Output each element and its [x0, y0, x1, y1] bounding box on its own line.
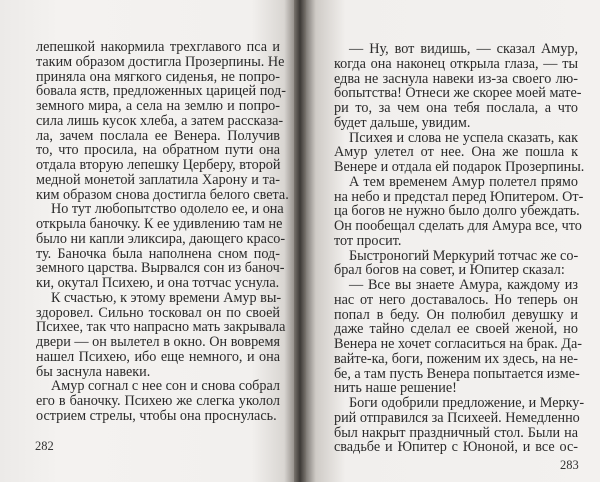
text-line: Амур согнал с нее сон и снова собрал — [51, 378, 280, 395]
text-line: Психея и слова не успела сказать, как — [349, 129, 578, 146]
text-line: нить наше решение! — [334, 380, 457, 397]
text-line: попал в беду. Он полюбил девушку и — [334, 306, 578, 323]
text-line: Амур улетел от нее. Она же пошла к — [334, 144, 578, 161]
text-line: ким образом снова достигла белого света. — [36, 186, 289, 203]
right-page — [304, 0, 600, 482]
text-line: его в баночку. Психею же слегка уколол — [36, 393, 280, 409]
text-line: сила лишь кусок хлеба, а затем рассказа- — [36, 112, 284, 129]
text-line: ца богов не нужно было долго убеждать. — [334, 203, 580, 220]
page-number-left: 282 — [35, 439, 54, 453]
text-line: — Все вы знаете Амура, каждому из — [349, 277, 578, 293]
paragraph — [334, 129, 585, 175]
page-number-right: 283 — [560, 458, 579, 472]
paragraph — [36, 201, 286, 291]
text-line: медной монетой заплатила Харону и та- — [36, 171, 280, 188]
text-line: когда она наконец открыла глаза, — ты — [334, 55, 578, 72]
text-line: ри то, за чем она тебя послала, а что — [334, 100, 578, 116]
text-line: ту. Баночка была наполнена сном под- — [36, 245, 280, 262]
book-gutter — [294, 0, 306, 482]
text-line: тот просит. — [334, 232, 402, 249]
text-line: бопытства! Отнеси же скорее моей мате- — [334, 85, 582, 102]
paragraph — [334, 277, 583, 397]
text-line: на небо и предстал перед Юпитером. От- — [334, 188, 584, 205]
paragraph — [36, 39, 289, 203]
paragraph — [334, 173, 584, 249]
text-line: бе, а там пусть Венера попытается изме- — [334, 365, 580, 382]
text-line: бовала яств, предложенных царицей под- — [36, 83, 286, 100]
paragraph — [334, 41, 582, 131]
text-line: вайте-ка, боги, поженим их здесь, на не- — [334, 350, 578, 367]
text-line: двери — он вылетел в окно. Он вовремя — [36, 334, 280, 350]
paragraph — [334, 395, 585, 456]
text-line: Но тут любопытство одолело ее, и она — [51, 201, 284, 218]
text-line: бы заснула навеки. — [36, 363, 151, 380]
left-page-text — [36, 39, 289, 424]
text-line: брал богов на совет, и Юпитер сказал: — [334, 262, 565, 279]
text-line: рий отправился за Психеей. Немедленно — [334, 409, 580, 426]
text-line: Он пообещал сделать для Амура все, что — [334, 218, 582, 234]
text-line: Венера не хочет согласиться на брак. Да- — [334, 336, 583, 352]
text-line: нас от него доставалось. Но теперь он — [334, 291, 578, 308]
text-line: ла, зачем послала ее Венера. Получив — [36, 127, 280, 144]
paragraph — [334, 249, 578, 279]
text-line: здоровел. Сильно тосковал он по своей — [36, 304, 280, 321]
right-page-text — [334, 41, 585, 456]
paragraph — [36, 289, 286, 380]
text-line: то, что просила, на обратном пути она — [36, 142, 280, 159]
text-line: свадьбе и Юпитер с Юноной, и все ос- — [334, 439, 578, 456]
text-line: нашел Психею, ибо еще немного, и она — [36, 348, 280, 365]
text-line: лепешкой накормила трехглавого пса и — [36, 39, 280, 55]
text-line: Психее, так что напрасно мать закрывала — [36, 319, 286, 336]
paragraph — [36, 379, 280, 423]
left-page — [0, 0, 296, 482]
text-line: отдала вторую лепешку Церберу, второй — [36, 157, 281, 173]
text-line: земного царства. Вырвался сон из баноч- — [36, 260, 285, 277]
text-line: Венере и отдала ей подарок Прозерпины. — [334, 159, 585, 175]
text-line: — Ну, вот видишь, — сказал Амур, — [349, 41, 578, 57]
text-line: открыла баночку. К ее удивлению там не — [36, 216, 283, 232]
text-line: земного мира, а села на землю и попро- — [36, 98, 280, 114]
text-line: будет дальше, увидим. — [334, 114, 471, 131]
text-line: едва не заснула навеки из-за своего лю- — [334, 70, 578, 87]
text-line: таким образом достигла Прозерпины. Не — [36, 53, 285, 70]
text-line: острием стрелы, чтобы она проснулась. — [36, 407, 277, 424]
text-line: приняла она мягкого сиденья, не попро- — [36, 68, 280, 85]
text-line: было ни капли эликсира, дающего красо- — [36, 230, 286, 247]
text-line: ки, окутал Психею, и она тотчас уснула. — [36, 275, 280, 291]
text-line: был накрыт праздничный стол. Были на — [334, 424, 578, 441]
text-line: А тем временем Амур полетел прямо — [349, 173, 578, 190]
text-line: Быстроногий Меркурий тотчас же со- — [349, 247, 579, 264]
text-line: К счастью, к этому времени Амур вы- — [51, 289, 282, 306]
text-line: даже тайно сделал ее своей женой, но — [334, 321, 578, 338]
text-line: Боги одобрили предложение, и Мерку- — [349, 395, 585, 411]
